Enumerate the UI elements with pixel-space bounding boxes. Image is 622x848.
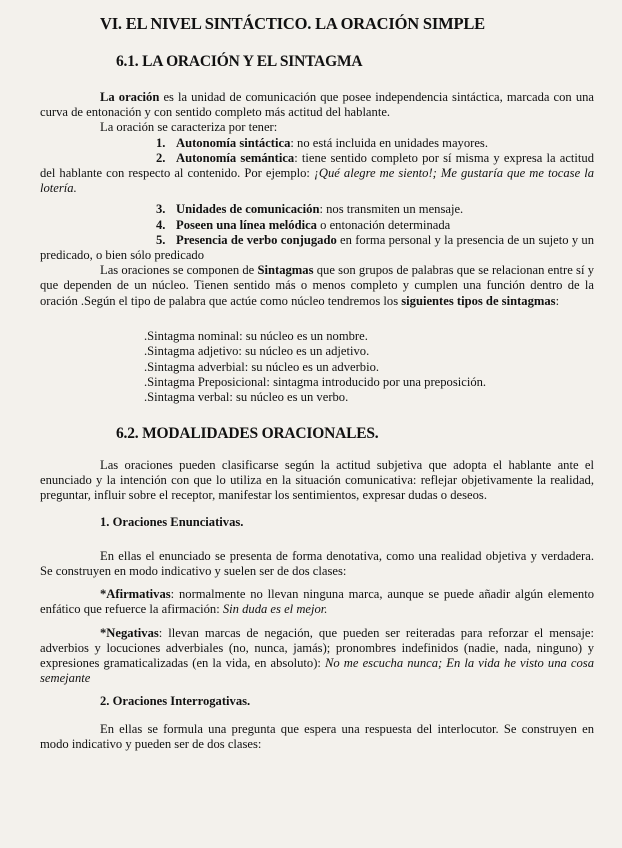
list-item-4: 4. Poseen una línea melódica o entonación determinada (156, 217, 451, 232)
list-item-5: 5. Presencia de verbo conjugado en forma personal y la presencia de un sujeto y un predicado, o bien sólo predicado (40, 232, 594, 263)
section-6-2-heading: 6.2. MODALIDADES ORACIONALES. (116, 424, 379, 442)
negativas-paragraph: *Negativas: llevan marcas de negación, que pueden ser reiteradas para reforzar el mensaje: adverbios y locuciones adverbiales (no, nunca, jamás); pronombres indefinidos (nadie, nada, ninguno) y expresiones gramaticalizadas (en la vida, en absoluto): No me escucha nunca; En la vida he visto una cosa semejante (40, 625, 594, 686)
subheading-enunciativas: 1. Oraciones Enunciativas. (100, 515, 244, 530)
list-item: .Sintagma adjetivo: su núcleo es un adjetivo. (144, 344, 370, 359)
list-item-3: 3. Unidades de comunicación: nos transmiten un mensaje. (156, 202, 464, 217)
interrogativas-paragraph: En ellas se formula una pregunta que espera una respuesta del interlocutor. Se construyen en modo indicativo y pueden ser de dos clases: (40, 721, 594, 751)
section-6-1-heading: 6.1. LA ORACIÓN Y EL SINTAGMA (116, 53, 363, 70)
list-item: .Sintagma verbal: su núcleo es un verbo. (144, 390, 349, 405)
enunciativas-paragraph: En ellas el enunciado se presenta de forma denotativa, como una realidad objetiva y verdadera. Se construyen en modo indicativo y suelen ser de dos clases: (40, 548, 594, 578)
sintagma-paragraph: Las oraciones se componen de Sintagmas que son grupos de palabras que se relacionan entre sí y que dependen de un núcleo. Tienen sentido más o menos completo y cumplen una función dentro de la oración .Según el tipo de palabra que actúe como núcleo tendremos los siguientes tipos de sintagmas: (40, 263, 594, 308)
definition-paragraph: La oración es la unidad de comunicación que posee independencia sintáctica, marcada con una curva de entonación y con sentido completo más actitud del hablante. (40, 90, 594, 120)
chapter-title: VI. EL NIVEL SINTÁCTICO. LA ORACIÓN SIMPLE (100, 14, 485, 33)
modalidades-paragraph: Las oraciones pueden clasificarse según la actitud subjetiva que adopta el hablante ante el enunciado y la intención con que lo utiliza en la situación comunicativa: reflejar objetivamente la realidad, preguntar, influir sobre el receptor, manifestar los sentimientos, expresar dudas o deseos. (40, 457, 594, 503)
sintagma-types-list (144, 329, 594, 406)
subheading-interrogativas: 2. Oraciones Interrogativas. (100, 694, 251, 709)
list-item: .Sintagma adverbial: su núcleo es un adverbio. (144, 359, 380, 374)
term-oracion: La oración (100, 90, 160, 104)
list-item-1: 1. Autonomía sintáctica: no está incluida en unidades mayores. (156, 135, 488, 150)
list-item: .Sintagma nominal: su núcleo es un nombre. (144, 328, 368, 343)
list-item-2: 2. Autonomía semántica: tiene sentido completo por sí misma y expresa la actitud del hablante con respecto al contenido. Por ejemplo: ¡Qué alegre me siento!; Me gustaría que me tocase la lotería. (40, 150, 595, 196)
afirmativas-paragraph: *Afirmativas: normalmente no llevan ninguna marca, aunque se puede añadir algún elemento enfático que refuerce la afirmación: Sin duda es el mejor. (40, 587, 594, 617)
list-item: .Sintagma Preposicional: sintagma introducido por una preposición. (144, 375, 487, 390)
characteristics-intro: La oración se caracteriza por tener: (100, 120, 278, 135)
